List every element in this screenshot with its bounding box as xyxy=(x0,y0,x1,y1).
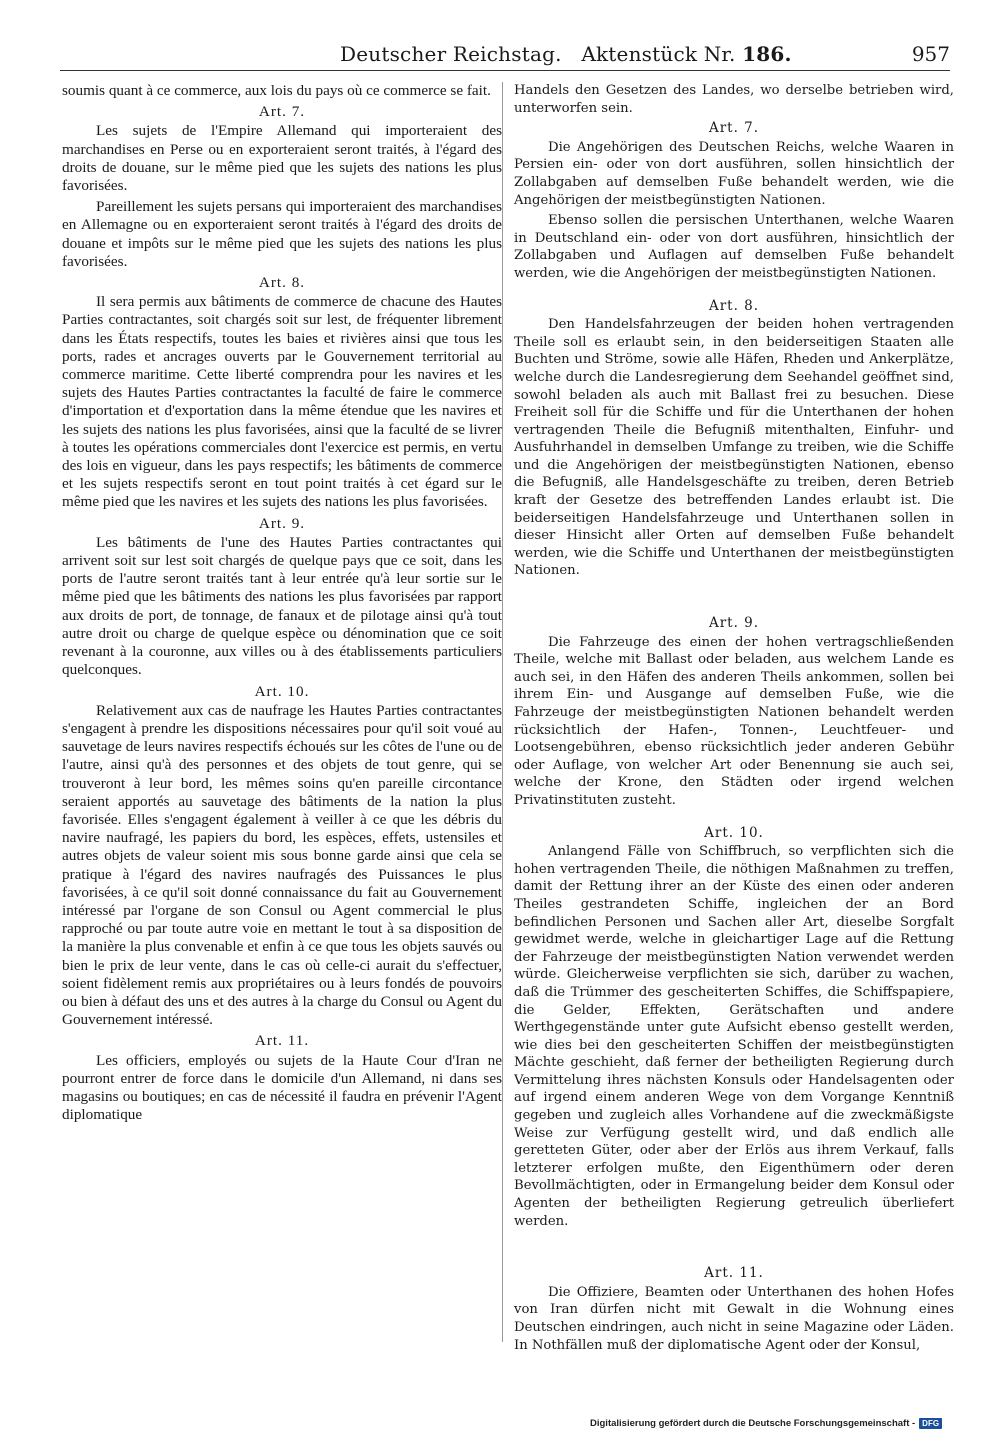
page-number: 957 xyxy=(911,42,950,66)
french-column xyxy=(62,82,502,1127)
de-art11-p1: Die Offiziere, Beamten oder Unterthanen des hohen Hofes von Iran dürfen nicht mit Gewalt in die Wohnung eines Deutschen eindringen, auch nicht in seine Magazine oder Läden. In Nothfällen muß der diplomatische Agent oder der Konsul, xyxy=(514,1284,954,1353)
de-art11-heading: Art. 11. xyxy=(704,1265,764,1282)
fr-art10-p1: Relativement aux cas de naufrage les Hautes Parties contractantes s'engagent à prendre les dispositions nécessaires pour qu'il soit voué au sauvetage de leurs navires respectifs échoués sur les côtes de l'une ou de l'autre, ainsi qu'à des personnes et des objets de tout genre, qui se trouveront à leur bord, les mêmes soins qu'en pareille circontance seraient apportés au sauvetage des bâtiments de la nation la plus favorisée. Elles s'engagent également à veiller à ce que les débris du navire naufragé, les papiers du bord, les espèces, effets, ustensiles et autres objets de valeur soient mis sous bonne garde ainsi que cela se pratique à l'égard des navires naufragés des Puissances le plus favorisées, à ce qu'il soit donné connaissance du fait au Gouvernement intéressé par l'organe de son Consul ou Agent commercial le plus rapproché ou par toute autre voie en mettant le tout à sa disposition de la manière la plus convenable et enfin à ce que tous les objets sauvés ou bien le prix de leur vente, dans le cas où celle-ci aurait du s'effectuer, soient fidèlement remis aux propriétaires ou à leurs fondés de pouvoirs ou bien à défaut des uns et des autres à la charge du Consul ou Agent du Gouvernement intéressé. xyxy=(62,701,502,1029)
fr-art10-heading: Art. 10. xyxy=(254,682,310,700)
fr-art9-heading: Art. 9. xyxy=(258,514,306,532)
fr-intro: soumis quant à ce commerce, aux lois du pays où ce commerce se fait. xyxy=(62,82,491,99)
de-art8-p1: Den Handelsfahrzeugen der beiden hohen vertragenden Theile soll es erlaubt sein, in den beiderseitigen Staaten alle Buchten und Ströme, sowie alle Häfen, Rheden und Ankerplätze, welche durch die Landesregierung dem Seehandel geöffnet sind, sowohl beladen als auch mit Ballast frei zu besuchen. Diese Freiheit soll für die Schiffe und für die Unterthanen der hohen vertragenden Theile die Befugniß mitenthalten, Einfuhr- und Ausfuhrhandel in demselben Umfange zu treiben, wie die Schiffe und die Angehörigen der meistbegünstigten Nationen, ebenso die Befugniß, alle Handelsgeschäfte zu treiben, deren Betrieb kraft der Gesetze des betreffenden Landes erlaubt ist. Die beiderseitigen Handelsfahrzeuge und Unterthanen sollen in dieser Hinsicht aller Orten auf demselben Fuße behandelt werden, wie die Schiffe und Unterthanen der meistbegünstigten Nationen. xyxy=(514,317,954,579)
footer-text: Digitalisierung gefördert durch die Deutsche Forschungsgemeinschaft - xyxy=(590,1417,916,1429)
running-title xyxy=(340,42,792,66)
german-column xyxy=(514,82,954,1357)
dfg-logo-icon: DFG xyxy=(919,1418,942,1429)
fr-art7-heading: Art. 7. xyxy=(258,103,306,121)
digitization-footer xyxy=(590,1416,990,1430)
fr-art7-p2: Pareillement les sujets persans qui importeraient des marchandises en Allemagne ou en exporteraient seront traités à l'égard des droits de douane et impôts sur le même pied que les sujets des nations les plus favorisées. xyxy=(62,198,502,270)
fr-art9-p1: Les bâtiments de l'une des Hautes Parties contractantes qui arrivent soit sur lest soit chargés de quelque pays que ce soit, dans les ports de l'autre seront traités tant à leur entrée qu'à leur sortie sur le même pied que les bâtiments des nations les plus favorisées par rapport aux droits de port, de tonnage, de fanaux et de pilotage ainsi qu'à tout autre droit ou charge de quelque espèce ou dénomination que ce soit revenant à la couronne, aux villes ou à des établissements particuliers quelconques. xyxy=(62,533,502,679)
fr-art8-heading: Art. 8. xyxy=(258,274,306,292)
de-art7-heading: Art. 7. xyxy=(708,120,760,137)
fr-art11-p1: Les officiers, employés ou sujets de la Haute Cour d'Iran ne pourront entrer de force dans le domicile d'un Allemand, ni dans ses magasins ou boutiques; en cas de nécessité il faudra en prévenir l'Agent diplomatique xyxy=(62,1051,502,1124)
de-intro: Handels den Gesetzen des Landes, wo derselbe betrieben wird, unterworfen sein. xyxy=(514,83,954,116)
de-art9-heading: Art. 9. xyxy=(708,615,760,632)
de-art7-p2: Ebenso sollen die persischen Unterthanen, welche Waaren in Deutschland ein- oder von dort ausführen, hinsichtlich der Zollabgaben und Auflagen auf demselben Fuße behandelt werden, wie die Angehörigen der meistbegünstigten Nationen. xyxy=(514,213,954,281)
fr-art8-p1: Il sera permis aux bâtiments de commerce de chacune des Hautes Parties contractantes, soit chargés soit sur lest, de fréquenter librement dans les États respectifs, toutes les baies et rivières ainsi que tous les ports, rades et ancrages ouverts par le Gouvernement territorial au commerce maritime. Cette liberté comprendra pour les navires et les sujets des Hautes Parties contractantes la faculté de faire le commerce d'importation et d'exportation dans la même étendue que les navires et les sujets des nations les plus favorisées, ainsi que la faculté de se livrer à toutes les opérations commerciales dont l'exercice est permis, en vertu des lois en vigueur, dans les pays respectifs; les bâtiments de commerce et les sujets respectifs seront en tout point traités à cet égard sur le même pied que les navires et les sujets des nations les plus favorisées. xyxy=(62,293,502,511)
de-art9-p1: Die Fahrzeuge des einen der hohen vertragschließenden Theile, welche mit Ballast oder beladen, aus welchem Lande es auch sei, in den Häfen des anderen Theils ankommen, sollen bei ihrem Ein- und Ausgange auf demselben Fuße, wie die Fahrzeuge der meistbegünstigten Nationen behandelt werden rücksichtlich der Hafen-, Tonnen-, Leuchtfeuer- und Lootsengebühren, ebenso rücksichtlich jeder anderen Gebühr oder Auflage, von welcher Art oder Benennung sie auch sei, welche der Krone, den Städten oder irgend welchen Privatinstituten zusteht. xyxy=(514,634,954,808)
header-rule xyxy=(60,70,950,71)
fr-art11-heading: Art. 11. xyxy=(254,1032,310,1050)
title-doc: Aktenstück Nr. xyxy=(581,42,736,66)
column-divider xyxy=(502,82,503,1342)
page-header xyxy=(60,40,950,70)
de-art7-p1: Die Angehörigen des Deutschen Reichs, welche Waaren in Persien ein- oder von dort ausführen, sollen hinsichtlich der Zollabgaben auf demselben Fuße behandelt werden, wie die Angehörigen der meistbegünstigten Nationen. xyxy=(514,139,954,208)
doc-number: 186. xyxy=(742,42,792,66)
de-art10-heading: Art. 10. xyxy=(704,824,764,841)
de-art10-p1: Anlangend Fälle von Schiffbruch, so verpflichten sich die hohen vertragenden Theile, die nöthigen Maßnahmen zu treffen, damit der Rettung ihrer an der Küste des einen oder anderen Theiles gestrandeten Schiffe, ingleichen der an Bord befindlichen Personen und Sachen aller Art, dieselbe Sorgfalt gewidmet werde, welche in gleichartiger Lage auf die Rettung der Fahrzeuge der meistbegünstigten Nation verwendet werden würde. Gleicherweise verpflichten sie sich, darüber zu wachen, daß die Trümmer des gescheiterten Schiffes, die Schiffspapiere, die Gelder, Effekten, Gerätschaften und andere Werthgegenstände unter gute Aufsicht ebenso gestellt werden, wie dies bei den gescheiterten Schiffen der meistbegünstigten Mächte geschieht, daß ferner der betheiligten Regierung durch Vermittelung ihres nächsten Konsuls oder Handelsagenten oder auf irgend einem anderen Wege von dem Vorgange Kenntniß gegeben und zugleich alles Vorhandene auf die zweckmäßigste Weise zur Verfügung gestellt wird, und daß endlich alle geretteten Güter, oder aber der Erlös aus ihrem Verkauf, falls letzterer erfolgen mußte, den Eigenthümern oder deren Bevollmächtigten, oder in Ermangelung beider dem Konsul oder Agenten der betheiligten Regierung getreulich überliefert werden. xyxy=(514,844,954,1229)
title-prefix: Deutscher Reichstag. xyxy=(340,42,562,66)
fr-art7-p1: Les sujets de l'Empire Allemand qui importeraient des marchandises en Perse ou en exporteraient seront traités, à l'égard des droits de douane, sur le même pied que les sujets des nations les plus favorisées. xyxy=(62,122,502,195)
de-art8-heading: Art. 8. xyxy=(708,297,760,314)
